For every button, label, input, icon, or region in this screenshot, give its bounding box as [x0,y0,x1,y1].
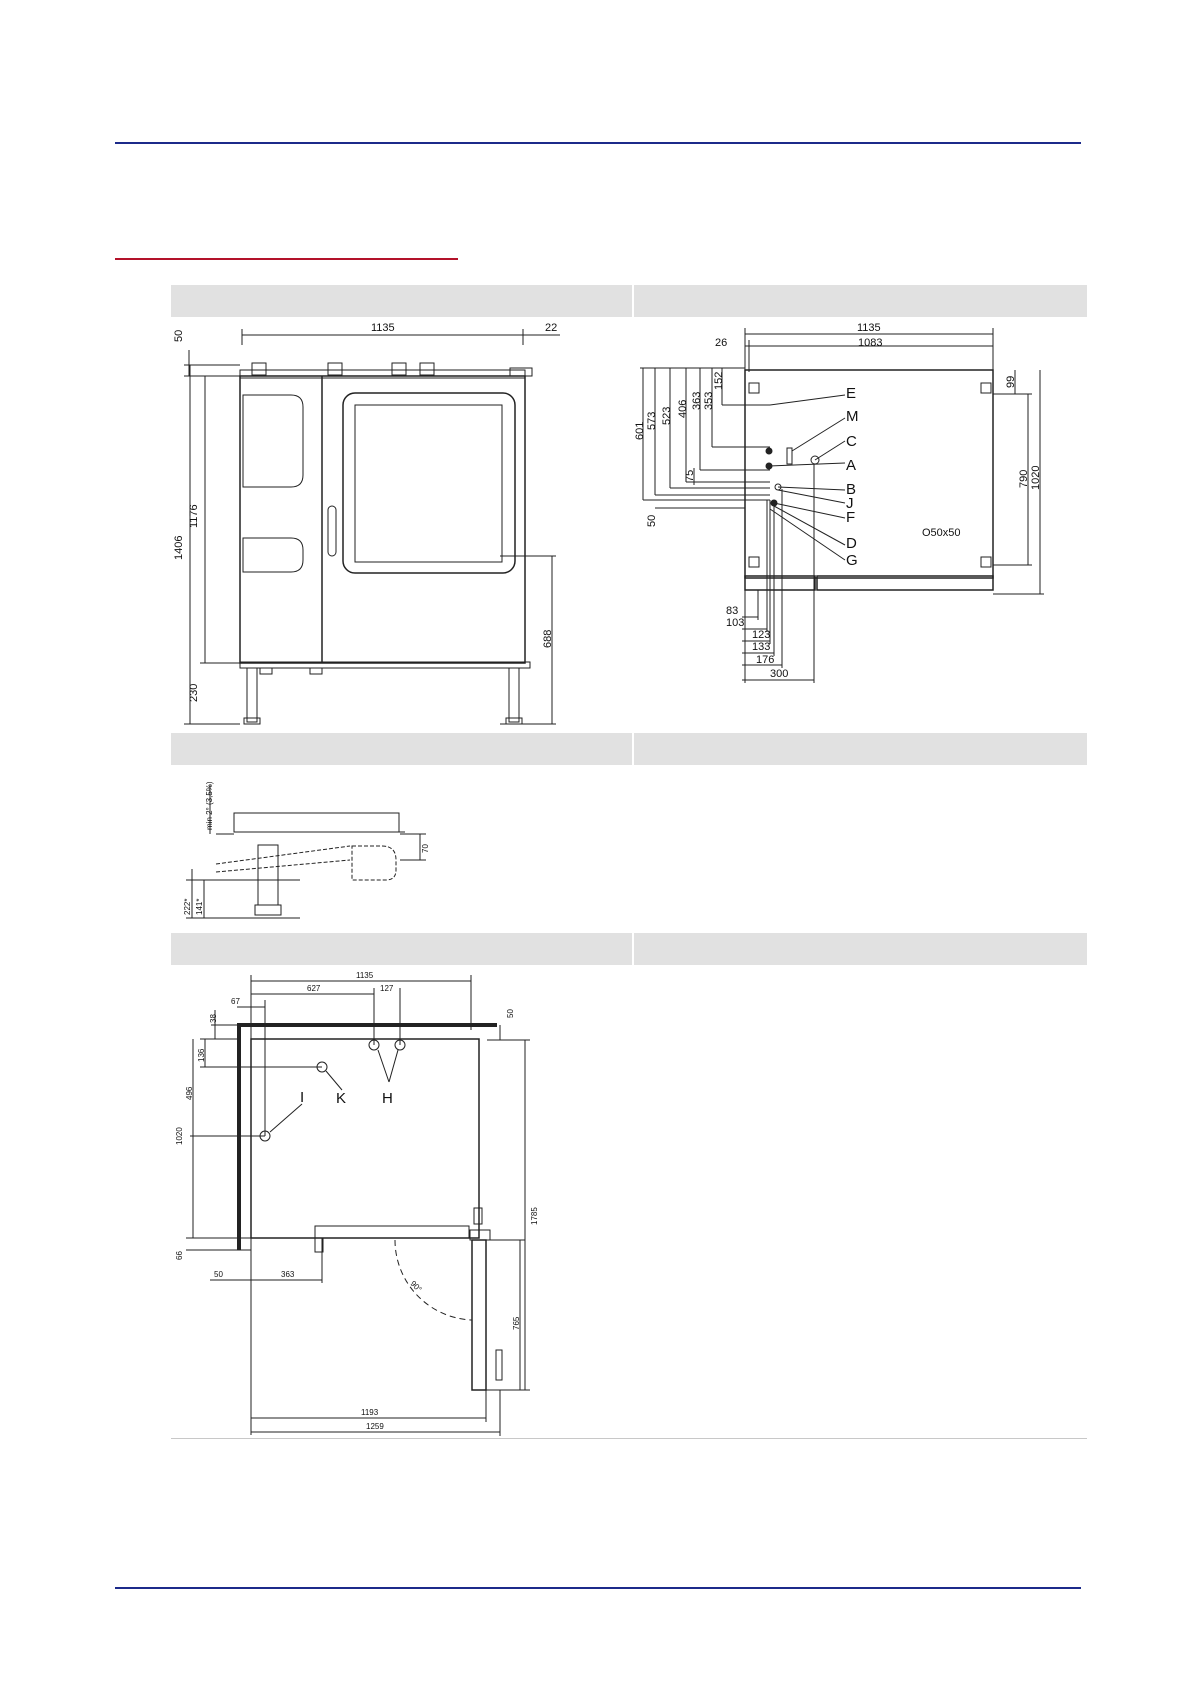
plan-dim-627: 627 [307,984,321,993]
top-dim-406: 406 [677,399,689,418]
connection-label-k: K [336,1090,347,1107]
drain-depth-70: 70 [421,844,430,853]
drain-slope-label: min 2° (3,5%) [205,781,214,830]
plan-dim-136: 136 [197,1048,206,1062]
connection-label-h: H [382,1090,393,1107]
connection-label-c: C [846,433,857,450]
top-dim-99: 99 [1005,375,1017,388]
connection-label-j: J [846,495,854,512]
top-dim-83: 83 [726,605,739,617]
plan-dim-496: 496 [185,1086,194,1100]
connection-label-g: G [846,552,858,569]
plan-dim-1785: 1785 [530,1207,539,1225]
plan-dim-67: 67 [231,997,240,1006]
drain-height-222: 222* [183,898,192,915]
connection-label-a: A [846,457,857,474]
top-inner-width-label: 1083 [858,337,883,349]
front-body-height-label: 1176 [188,504,200,528]
top-dim-363: 363 [691,391,703,410]
connection-label-d: D [846,535,857,552]
top-offset-label: 26 [715,337,728,349]
door-angle-label: 90° [408,1279,424,1294]
plan-dim-38: 38 [209,1014,218,1023]
front-top-offset-label: 50 [173,329,185,342]
plan-dim-50: 50 [214,1270,223,1279]
top-dim-601: 601 [634,421,646,440]
top-dim-1020: 1020 [1030,465,1042,490]
connection-label-i: I [300,1089,305,1106]
front-door-bottom-label: 688 [542,629,554,648]
plan-dim-1020: 1020 [175,1127,184,1145]
plan-dim-1193: 1193 [361,1408,379,1417]
top-dim-123: 123 [752,629,771,641]
top-dim-353: 353 [703,391,715,410]
top-dim-133: 133 [752,641,771,653]
top-dim-103: 103 [726,617,745,629]
top-dim-523: 523 [661,406,673,425]
front-side-label: 22 [545,322,558,334]
front-width-label: 1135 [371,322,395,334]
front-total-height-label: 1406 [173,535,185,560]
plan-dim-363: 363 [281,1270,295,1279]
top-dim-152: 152 [713,371,725,390]
plan-dim-1259: 1259 [366,1422,384,1431]
front-leg-height-label: 230 [188,683,200,702]
top-dim-50: 50 [646,514,658,527]
top-width-label: 1135 [857,322,881,334]
top-dim-75: 75 [684,469,696,482]
top-dim-176: 176 [756,654,775,666]
plan-dim-50-top: 50 [506,1009,515,1018]
connection-label-f: F [846,509,856,526]
top-dim-300: 300 [770,668,789,680]
drain-height-141: 141* [195,898,204,915]
plan-width-label: 1135 [356,971,374,980]
connection-label-b: B [846,481,857,498]
foot-size-label: O50x50 [922,527,961,539]
connection-label-m: M [846,408,859,425]
plan-dim-66: 66 [175,1251,184,1260]
connection-label-e: E [846,385,857,402]
top-dim-790: 790 [1018,469,1030,488]
top-dim-573: 573 [646,411,658,430]
plan-dim-127: 127 [380,984,394,993]
plan-dim-765: 765 [512,1316,521,1330]
